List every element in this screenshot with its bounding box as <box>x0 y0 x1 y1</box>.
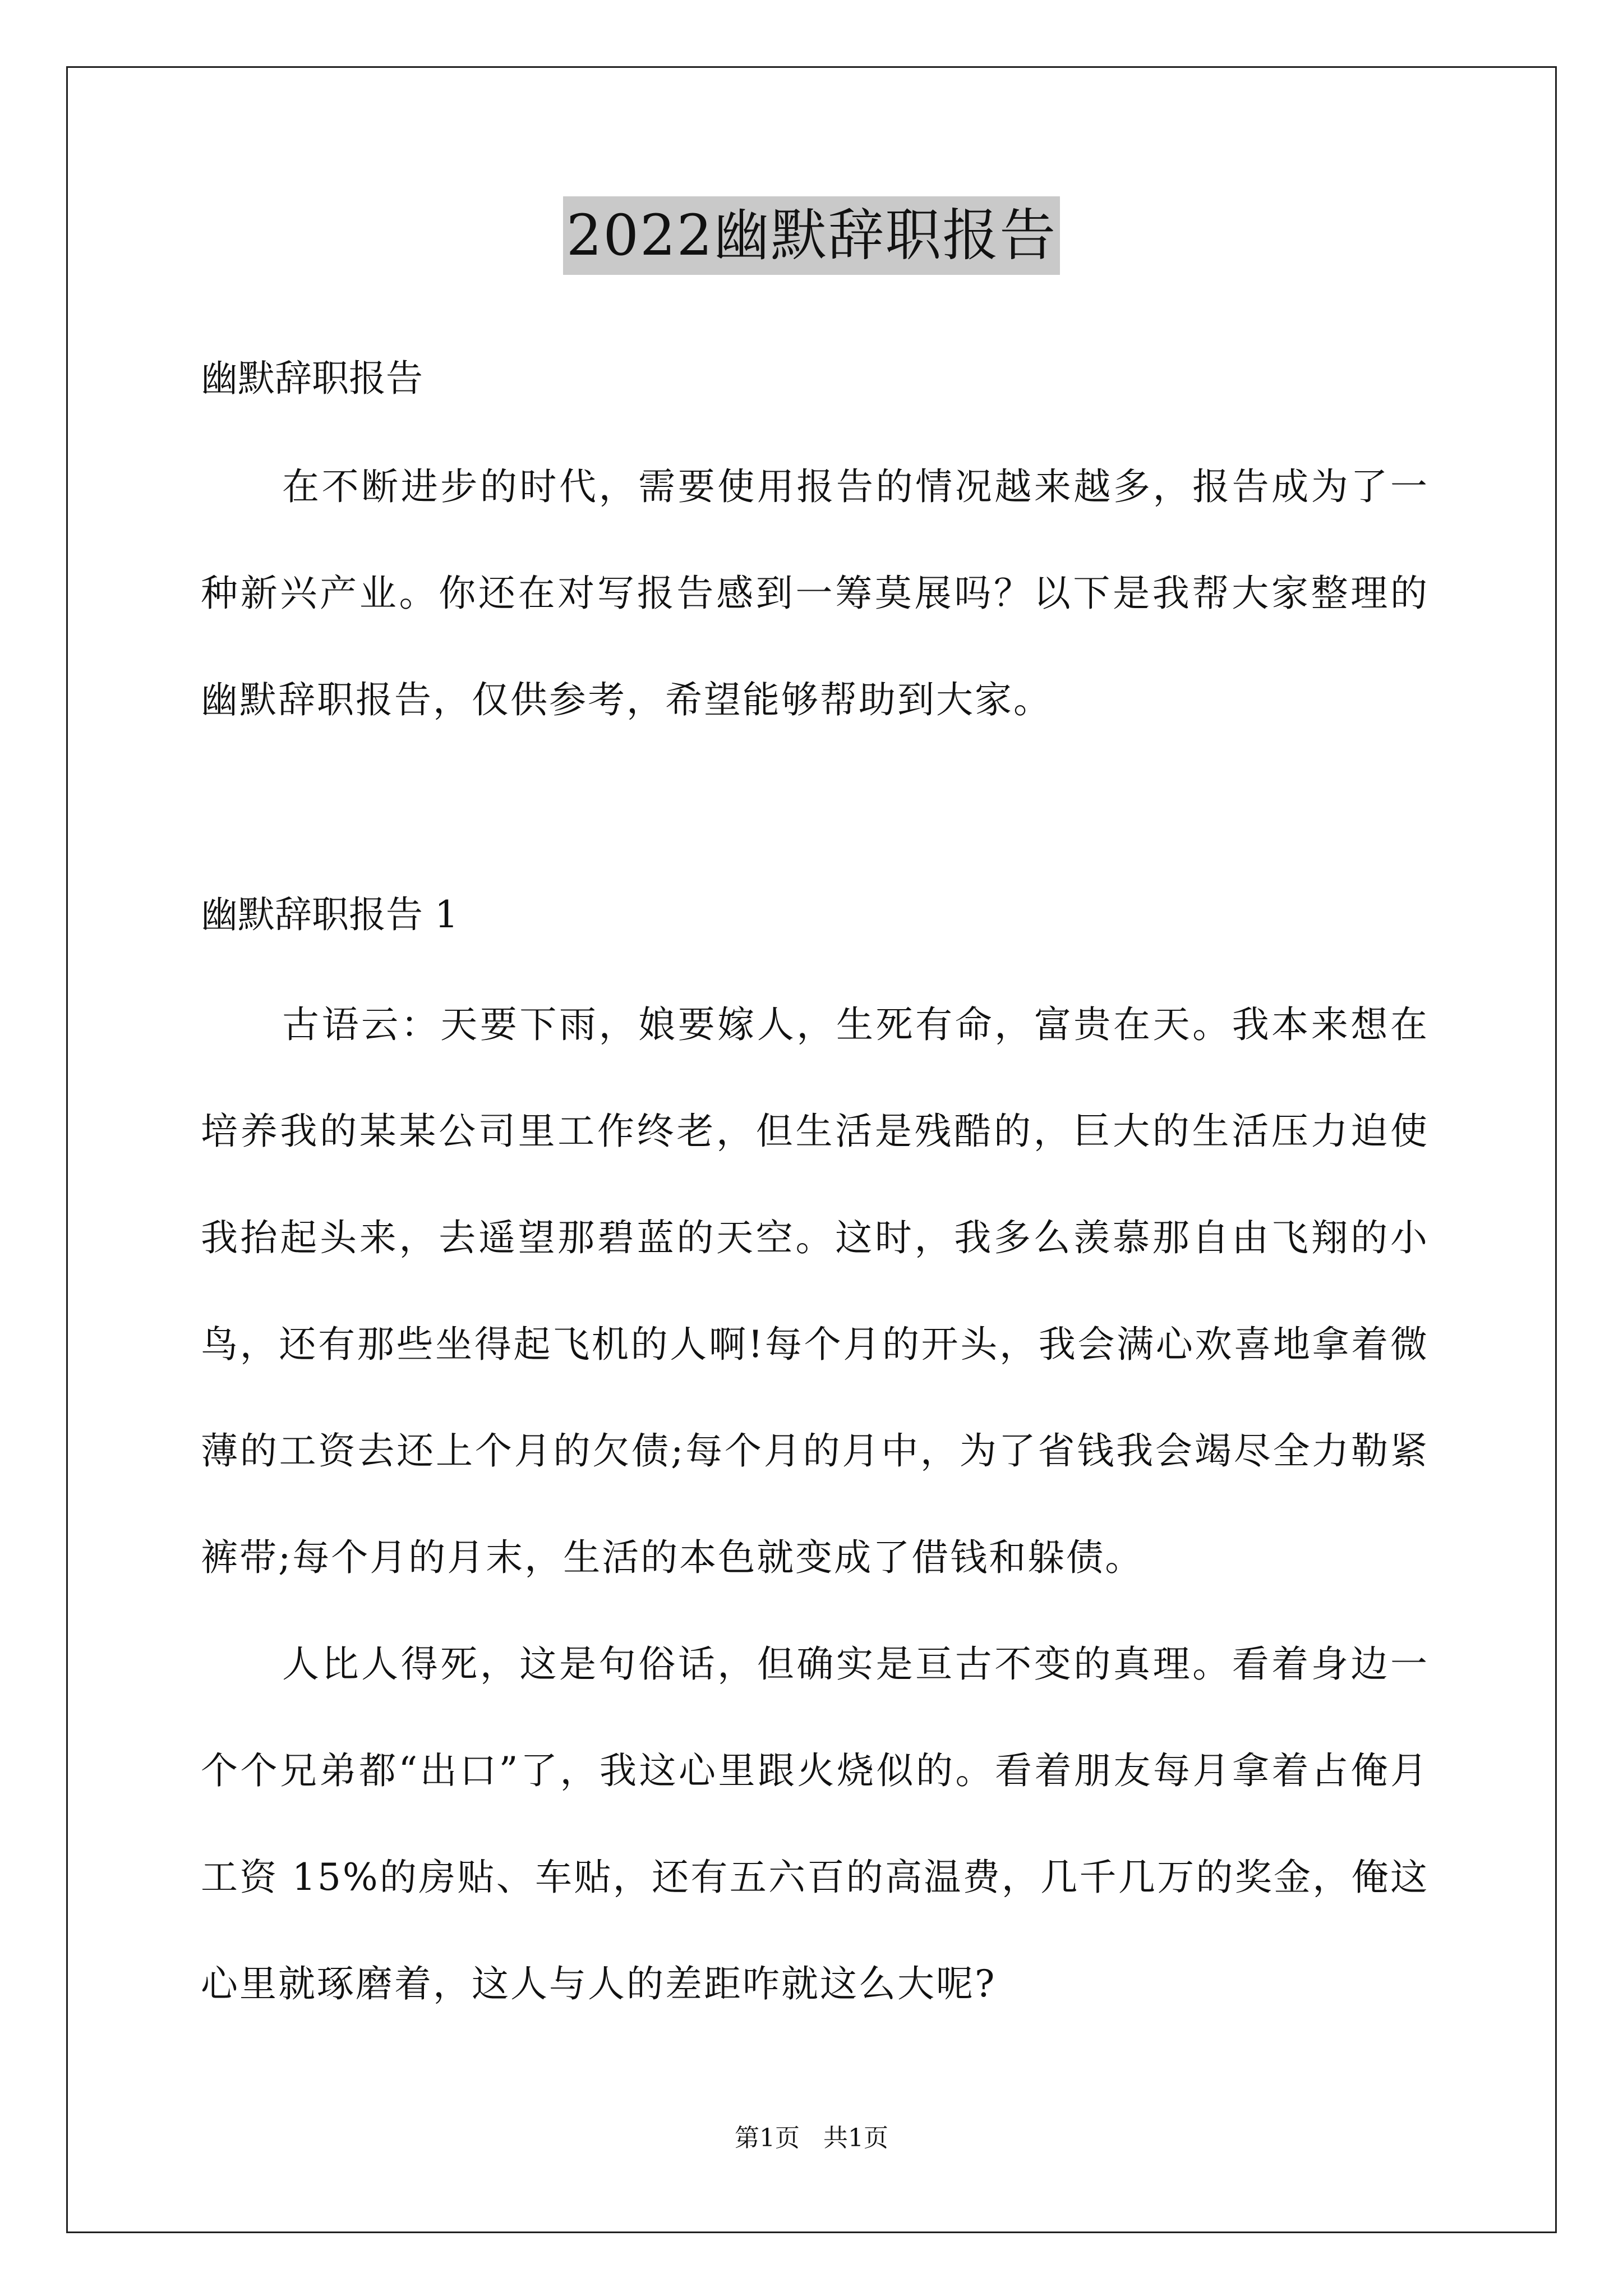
body-paragraph: 古语云：天要下雨，娘要嫁人，生死有命，富贵在天。我本来想在培养我的某某公司里工作终老，但生活是残酷的，巨大的生活压力迫使我抬起头来，去遥望那碧蓝的天空。这时，我多么羡慕那自由飞翔的小鸟，还有那些坐得起飞机的人啊!每个月的开头，我会满心欢喜地拿着微薄的工资去还上个月的欠债;每个月的月中，为了省钱我会竭尽全力勒紧裤带;每个月的月末，生活的本色就变成了借钱和躲债。 <box>201 1003 1429 1579</box>
page-footer <box>0 2122 1623 2155</box>
title-container <box>0 196 1623 275</box>
body-paragraph: 人比人得死，这是句俗话，但确实是亘古不变的真理。看着身边一个个兄弟都“出口”了，我这心里跟火烧似的。看着朋友每月拿着占俺月工资 15%的房贴、车贴，还有五六百的高温费，几千几万的奖金，俺这心里就琢磨着，这人与人的差距咋就这么大呢? <box>201 1642 1429 2005</box>
section-heading-1: 幽默辞职报告 1 <box>201 893 458 936</box>
page-number: 第1页 <box>735 2124 800 2152</box>
document-title: 2022幽默辞职报告 <box>563 196 1061 275</box>
intro-heading: 幽默辞职报告 <box>201 357 423 400</box>
page-total: 共1页 <box>823 2124 888 2152</box>
intro-paragraph: 在不断进步的时代，需要使用报告的情况越来越多，报告成为了一种新兴产业。你还在对写报告感到一筹莫展吗？以下是我帮大家整理的幽默辞职报告，仅供参考，希望能够帮助到大家。 <box>201 465 1429 721</box>
